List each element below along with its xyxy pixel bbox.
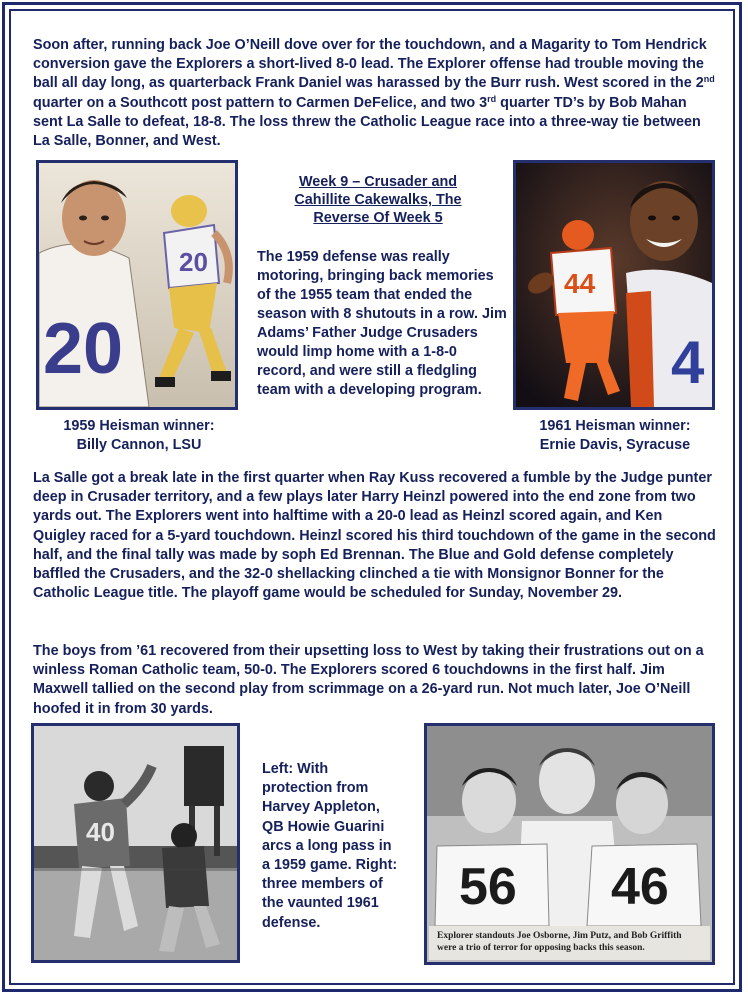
photo-ernie-davis <box>513 160 715 410</box>
p1-sup-rd: rd <box>487 93 497 104</box>
p1-text-b: quarter on a Southcott post pattern to Carmen DeFelice, and two 3 <box>33 94 488 111</box>
week9-title: Week 9 – Crusader and Cahillite Cakewalks, The Reverse Of Week 5 <box>294 174 462 226</box>
p1-sup-nd: nd <box>703 74 715 85</box>
davis-jersey-number: 44 <box>564 268 596 299</box>
photo-defense-trio <box>424 723 715 965</box>
newsprint-caption: Explorer standouts Joe Osborne, Jim Putz, and Bob Griffith were a trio of terror for opposing backs this season. <box>429 926 710 960</box>
left-player-number: 56 <box>459 858 517 916</box>
paragraph-west-game <box>33 36 719 151</box>
guarini-jersey-number: 40 <box>86 817 115 847</box>
ernie-davis-illustration <box>516 163 712 407</box>
billy-cannon-illustration <box>39 163 235 407</box>
cannon-jersey-number: 20 <box>43 309 124 389</box>
svg-text:4: 4 <box>671 329 705 396</box>
right-player-number: 46 <box>611 858 669 916</box>
paragraph-roman-game: The boys from ’61 recovered from their upsetting loss to West by taking their frustrations out on a winless Roman Catholic team, 50-0. The Explorers scored 6 touchdowns in the first half. Jim Maxwell tallied on the second play from scrimmage on a 26-yard run. Not much later, Joe O’Neill hoofed it in from 30 yards. <box>33 643 704 717</box>
p1-text-a: Soon after, running back Joe O’Neill dove over for the touchdown, and a Magarity to Tom Hendrick conversion gave the Explorers a short-lived 8-0 lead. The Explorer offense had trouble moving the ball all day long, as quarterback Frank Daniel was harassed by the Burr rush. West scored in the 2 <box>33 37 707 92</box>
caption-billy-cannon: 1959 Heisman winner: Billy Cannon, LSU <box>63 418 215 453</box>
week9-body: The 1959 defense was really motoring, bringing back memories of the 1955 team that ended the season with 8 shutouts in a row. Jim Adams’ Father Judge Crusaders would limp home with a 1-8-0 record, and were still a fledgling team with a developing program. <box>257 249 507 398</box>
guarini-pass-illustration <box>34 726 237 960</box>
svg-text:20: 20 <box>179 247 208 277</box>
photo-guarini-pass <box>31 723 240 963</box>
caption-bottom: Left: With protection from Harvey Appleton, QB Howie Guarini arcs a long pass in a 1959 game. Right: three members of the vaunted 1961 defense. <box>262 761 398 931</box>
caption-ernie-davis: 1961 Heisman winner: Ernie Davis, Syracuse <box>539 418 691 453</box>
photo-billy-cannon <box>36 160 238 410</box>
paragraph-judge-game: La Salle got a break late in the first quarter when Ray Kuss recovered a fumble by the Judge punter deep in Crusader territory, and a few plays later Harry Heinzl powered into the end zone from two yards out. The Explorers went into halftime with a 20-0 lead as Heinzl scored again, and Ken Quigley raced for a 5-yard touchdown. Heinzl scored his third touchdown of the game in the second half, and the final tally was made by soph Ed Brennan. The Blue and Gold defense completely baffled the Crusaders, and the 32-0 shellacking clinched a tie with Monsignor Bonner for the Catholic League title. The playoff game would be scheduled for Sunday, November 29. <box>33 470 716 602</box>
p1-text-c: quarter TD’s by Bob Mahan sent La Salle to defeat, 18-8. The loss threw the Catholic League race into a three-way tie between La Salle, Bonner, and West. <box>33 94 701 150</box>
